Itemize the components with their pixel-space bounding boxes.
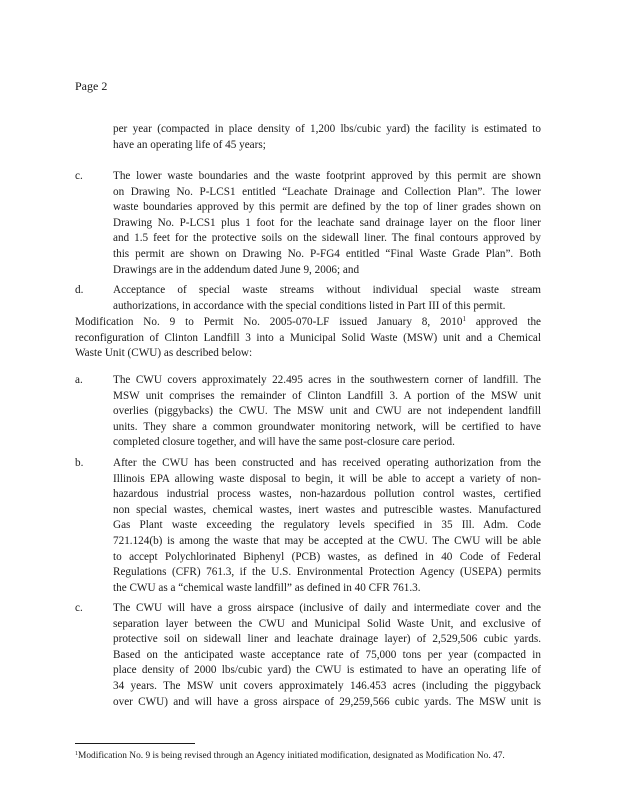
text-line: Drawings are in the addendum dated June 9, 2006; and: [113, 263, 360, 276]
list-item-a: [113, 373, 541, 451]
text-line: reconfiguration of Clinton Landfill 3 into a Municipal Solid Waste (MSW) unit and a Chemical: [75, 331, 541, 344]
footnote: [75, 750, 545, 762]
text-line: authorizations, in accordance with the special conditions listed in Part III of this permit.: [113, 299, 506, 312]
text-line: 721.124(b) is among the waste that may be accepted at the CWU. The CWU will be able: [113, 534, 541, 547]
modification-text: approved the: [465, 316, 542, 328]
modification-paragraph: [75, 315, 541, 362]
footnote-text: Modification No. 9 is being revised through an Agency initiated modification, designated as Modification No. 47.: [78, 751, 505, 761]
text-line: Acceptance of special waste streams without individual special waste stream: [113, 284, 541, 296]
list-item-c-first: [113, 169, 541, 278]
text-line: waste boundaries approved by this permit are defined by the top of liner grades shown on: [113, 201, 541, 214]
text-line: [75, 315, 541, 331]
page-header: Page 2: [75, 79, 108, 93]
text-line: 34 years. The MSW unit covers approximately 146.453 acres (including the piggyback: [113, 679, 541, 692]
list-item-b: [113, 456, 541, 596]
text-line: completed closure together, and will have the same post-closure care period.: [113, 436, 455, 449]
list-label-b: b.: [75, 457, 84, 469]
text-line: The CWU covers approximately 22.495 acres in the southwestern corner of landfill. The: [113, 374, 541, 386]
footnote-ref: 1: [462, 315, 466, 323]
text-line: Drawing No. P-LCS1 plus 1 foot for the leachate sand drainage layer on the floor liner: [113, 216, 541, 229]
text-line: this permit are shown on Drawing No. P-FG4 entitled “Final Waste Grade Plan”. Both: [113, 247, 541, 260]
footnote-divider: [75, 743, 195, 744]
text-line: overlies (piggybacks) the CWU. The MSW unit and CWU are not independent landfill: [113, 405, 541, 418]
text-line: hazardous industrial process wastes, non-hazardous pollution control wastes, certified: [113, 488, 541, 501]
text-line: units. They share a common groundwater monitoring network, will be certified to have: [113, 420, 541, 433]
text-line: MSW unit comprises the remainder of Clinton Landfill 3. A portion of the MSW unit: [113, 389, 541, 402]
text-line: After the CWU has been constructed and has received operating authorization from the: [113, 457, 541, 469]
text-line: Waste Unit (CWU) as described below:: [75, 347, 253, 360]
footnote-marker: 1: [75, 751, 78, 757]
intro-continuation: [113, 122, 541, 153]
text-line: and 1.5 feet for the protective soils on the sidewall liner. The final contours approved by: [113, 232, 541, 245]
text-line: The CWU will have a gross airspace (inclusive of daily and intermediate cover and the: [113, 602, 541, 614]
text-line: protective soil on sidewall liner and leachate drainage layer) of 2,529,506 cubic yards.: [113, 633, 541, 646]
text-line: Gas Plant waste exceeding the regulatory levels specified in 35 Ill. Adm. Code: [113, 519, 541, 532]
text-line: over CWU) and will have a gross airspace of 29,259,566 cubic yards. The MSW unit is: [113, 695, 541, 708]
text-line: place density of 2000 lbs/cubic yard) the CWU is estimated to have an operating life of: [113, 664, 541, 677]
list-label-c-second: c.: [75, 602, 83, 614]
text-line: have an operating life of 45 years;: [113, 138, 266, 151]
modification-text: Modification No. 9 to Permit No. 2005-070-LF issued January 8, 2010: [75, 316, 463, 328]
list-label-d: d.: [75, 284, 84, 296]
text-line: on Drawing No. P-LCS1 entitled “Leachate Drainage and Collection Plan”. The lower: [113, 185, 541, 198]
text-line: Regulations (CFR) 761.3, if the U.S. Environmental Protection Agency (USEPA) permits: [113, 566, 541, 579]
list-item-d: [113, 283, 541, 314]
text-line: the CWU as a “chemical waste landfill” as defined in 40 CFR 761.3.: [113, 581, 421, 594]
text-line: The lower waste boundaries and the waste footprint approved by this permit are shown: [113, 170, 541, 182]
list-label-c-first: c.: [75, 170, 83, 182]
text-line: to accept Polychlorinated Biphenyl (PCB) wastes, as defined in 40 Code of Federal: [113, 550, 541, 563]
list-item-c-second: [113, 601, 541, 710]
list-label-a: a.: [75, 374, 83, 386]
text-line: separation layer between the CWU and Municipal Solid Waste Unit, and exclusive of: [113, 617, 541, 630]
text-line: non special wastes, chemical wastes, inert wastes and putrescible wastes. Manufactured: [113, 503, 541, 516]
text-line: Based on the anticipated waste acceptance rate of 75,000 tons per year (compacted in: [113, 648, 541, 661]
text-line: Illinois EPA allowing waste disposal to begin, it will be able to accept a variety of non-: [113, 472, 541, 485]
text-line: per year (compacted in place density of 1,200 lbs/cubic yard) the facility is estimated to: [113, 123, 541, 135]
